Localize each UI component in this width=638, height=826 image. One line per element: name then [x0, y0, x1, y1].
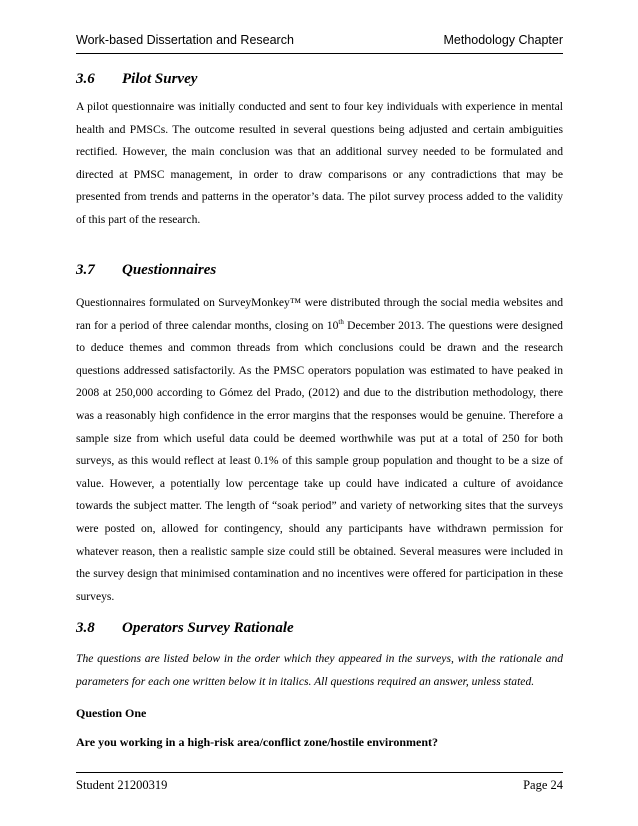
pilot-survey-paragraph: A pilot questionnaire was initially conducted and sent to four key individuals with experience in mental health and PMSCs. The outcome resulted in several questions being adjusted and certain ambiguities rectified. However, the main conclusion was that an additional survey needed to be formulated and directed at PMSC management, in order to draw comparisons or any contradictions that may be presented from trends and patterns in the operator’s data. The pilot survey process added to the validity of this part of the research. [76, 100, 563, 226]
footer-rule [76, 772, 563, 773]
header-title: Work-based Dissertation and Research [76, 33, 294, 47]
student-id: Student 21200319 [76, 778, 168, 792]
page-number: Page 24 [523, 778, 563, 792]
question-label: Question One [76, 706, 147, 720]
questionnaires-paragraph [76, 292, 563, 608]
paragraph-text-a: Questionnaires formulated on SurveyMonkey™ were distributed through the social media websites and ran for a period of three calendar months, closing on 10 [76, 296, 563, 332]
section-title: Pilot Survey [122, 71, 198, 87]
header-rule [76, 53, 563, 54]
question-text: Are you working in a high-risk area/conflict zone/hostile environment? [76, 735, 438, 749]
paragraph-text-b: December 2013. The questions were designed to deduce themes and common threads from which conclusions could be drawn and the research questions addressed satisfactorily. As the PMSC operators population was estimated to have peaked in 2008 at 250,000 according to Gómez del Prado, (2012) and due to the distribution methodology, there was a reasonably high confidence in the error margins that the responses would be genuine. Therefore a sample size from which useful data could be deemed worthwhile was put at a total of 250 for both surveys, as this would reflect at least 0.1% of this sample group population and thought to be a size of value. However, a potentially low percentage take up could have indicated a culture of avoidance towards the subject matter. The length of “soak period” and variety of networking sites that the surveys were posted on, allowed for contingency, should any participants have withdrawn permission for whatever reason, then a realistic sample size could still be obtained. Several measures were included in the survey design that minimised contamination and no incentives were offered for participation in these surveys. [76, 318, 563, 603]
section-number: 3.8 [76, 620, 95, 636]
rationale-intro-paragraph: The questions are listed below in the order which they appeared in the surveys, with the rationale and parameters for each one written below it in italics. All questions required an answer, unless stated. [76, 652, 563, 688]
section-heading-3-8 [76, 620, 294, 637]
page-header [76, 33, 563, 51]
ordinal-superscript: th [338, 317, 344, 326]
section-heading-3-6 [76, 71, 197, 88]
section-heading-3-7 [76, 262, 216, 279]
section-number: 3.6 [76, 71, 95, 87]
section-title: Questionnaires [122, 262, 217, 278]
section-number: 3.7 [76, 262, 95, 278]
section-title: Operators Survey Rationale [122, 620, 294, 636]
header-chapter: Methodology Chapter [443, 33, 563, 47]
